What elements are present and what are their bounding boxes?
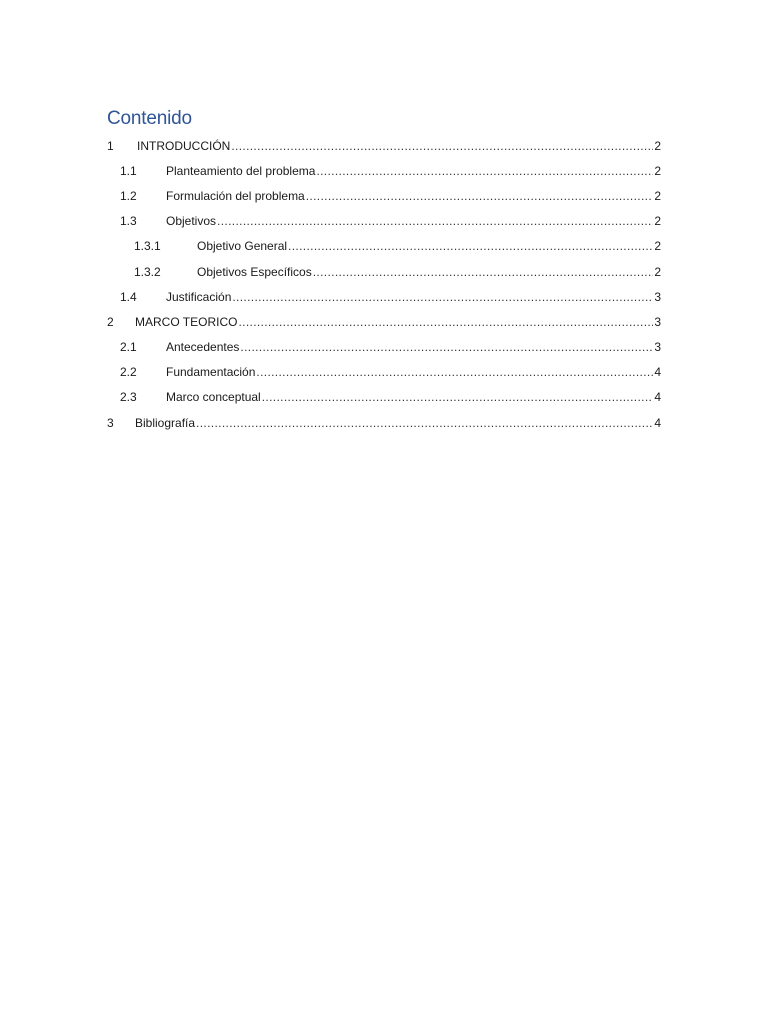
toc-entry-page: 4 (654, 390, 661, 405)
toc-entry-number: 2 (107, 314, 114, 329)
toc-entry-page: 2 (654, 138, 661, 153)
toc-entry-number: 2.3 (120, 390, 137, 405)
toc-entry-number: 2.2 (120, 365, 137, 380)
toc-entry-page: 3 (654, 314, 661, 329)
toc-entry-justificacion[interactable] (107, 284, 661, 309)
toc-entry-title: Formulación del problema (166, 188, 305, 203)
toc-entry-introduccion[interactable] (107, 133, 661, 158)
toc-entry-title: Objetivo General (197, 239, 288, 254)
toc-entry-objetivos[interactable] (107, 209, 661, 234)
toc-leader-dots (288, 239, 653, 253)
toc-entry-page: 2 (654, 239, 661, 254)
toc-entry-marco-conceptual[interactable] (107, 385, 661, 410)
toc-entry-page: 3 (654, 289, 661, 304)
toc-entry-page: 3 (654, 340, 661, 355)
toc-entry-page: 2 (654, 188, 661, 203)
toc-entry-title: Fundamentación (166, 365, 256, 380)
toc-entry-objetivos-especificos[interactable] (107, 259, 661, 284)
toc-leader-dots (196, 416, 653, 430)
toc-leader-dots (256, 365, 653, 379)
toc-entry-number: 1.3 (120, 214, 137, 229)
toc-entry-page: 4 (654, 415, 661, 430)
toc-entry-title: INTRODUCCIÓN (137, 138, 231, 153)
toc-leader-dots (306, 189, 654, 203)
toc-entry-title: Objetivos Específicos (197, 264, 312, 279)
toc-entry-title: Planteamiento del problema (166, 163, 316, 178)
toc-entry-title: Justificación (166, 289, 232, 304)
toc-entry-page: 2 (654, 214, 661, 229)
toc-entry-number: 2.1 (120, 340, 137, 355)
toc-leader-dots (240, 340, 653, 354)
toc-entry-title: Objetivos (166, 214, 217, 229)
toc-entry-number: 1.2 (120, 188, 137, 203)
toc-entry-bibliografia[interactable] (107, 410, 661, 435)
toc-entry-number: 3 (107, 415, 114, 430)
toc-entry-number: 1.1 (120, 163, 137, 178)
toc-entry-number: 1.4 (120, 289, 137, 304)
toc-entry-formulacion[interactable] (107, 183, 661, 208)
toc-entry-page: 2 (654, 163, 661, 178)
toc-leader-dots (231, 139, 653, 153)
toc-entry-title: Bibliografía (135, 415, 196, 430)
toc-leader-dots (313, 265, 654, 279)
toc-heading: Contenido (107, 108, 192, 129)
table-of-contents (107, 133, 661, 435)
toc-entry-marco-teorico[interactable] (107, 309, 661, 334)
toc-entry-number: 1.3.1 (134, 239, 161, 254)
toc-entry-number: 1.3.2 (134, 264, 161, 279)
toc-entry-title: MARCO TEORICO (135, 314, 238, 329)
toc-entry-page: 4 (654, 365, 661, 380)
toc-entry-planteamiento[interactable] (107, 158, 661, 183)
toc-leader-dots (232, 290, 653, 304)
toc-entry-page: 2 (654, 264, 661, 279)
toc-leader-dots (262, 390, 654, 404)
toc-entry-title: Antecedentes (166, 340, 240, 355)
toc-entry-objetivo-general[interactable] (107, 234, 661, 259)
toc-entry-antecedentes[interactable] (107, 335, 661, 360)
toc-leader-dots (238, 315, 653, 329)
toc-leader-dots (316, 164, 653, 178)
toc-entry-fundamentacion[interactable] (107, 360, 661, 385)
toc-entry-number: 1 (107, 138, 114, 153)
toc-entry-title: Marco conceptual (166, 390, 261, 405)
toc-leader-dots (217, 214, 653, 228)
